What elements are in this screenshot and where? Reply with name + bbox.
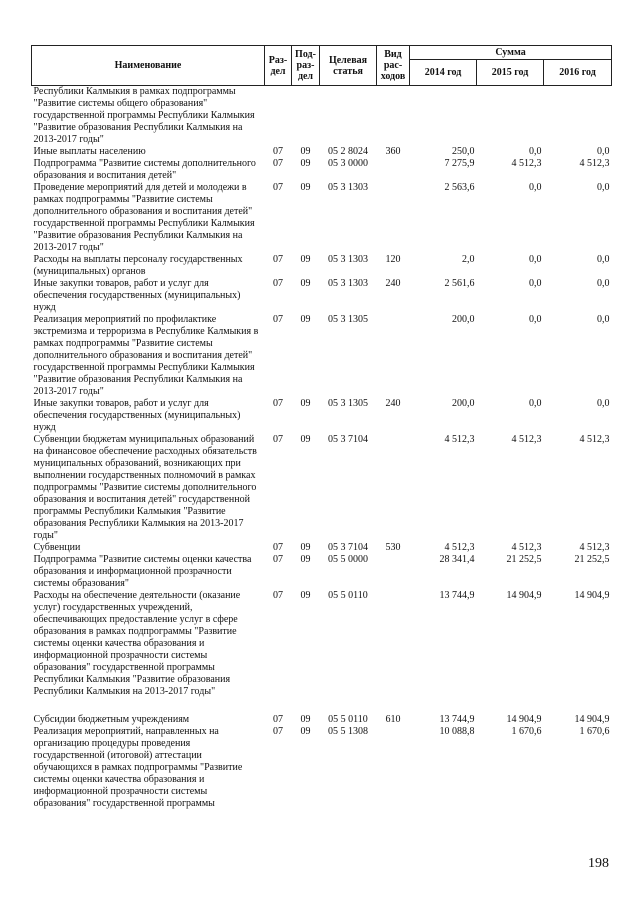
page-number: 198 — [588, 856, 609, 871]
row-razdel: 07 — [273, 714, 283, 725]
row-vid — [377, 590, 410, 698]
table-row — [32, 554, 612, 590]
row-razdel: 07 — [273, 542, 283, 553]
row-sum-2016: 14 904,9 — [574, 714, 610, 725]
row-name: Расходы на выплаты персоналу государственных (муниципальных) органов — [33, 254, 243, 277]
row-name: Республики Калмыкия в рамках подпрограммы "Развитие системы общего образования" государственной программы Республики Калмыкия "Развитие образования Республики Калмыкия на 2013-2017 годы" — [33, 86, 255, 145]
row-podrazdel: 09 — [300, 182, 311, 193]
row-razdel: 07 — [273, 146, 283, 157]
row-podrazdel: 09 — [300, 554, 311, 565]
table-row — [32, 158, 612, 182]
header-target: Целевая статья — [320, 46, 377, 86]
row-target — [320, 86, 377, 147]
row-sum-2015: 21 252,5 — [506, 554, 542, 565]
table-row — [32, 590, 612, 698]
row-razdel: 07 — [273, 278, 283, 289]
row-vid: 120 — [385, 254, 401, 265]
row-sum-2016: 4 512,3 — [579, 542, 610, 553]
row-sum-2016: 0,0 — [597, 278, 610, 289]
header-razdel: Раз- дел — [265, 46, 292, 86]
header-sum: Сумма — [410, 46, 612, 60]
row-name: Иные выплаты населению — [33, 146, 146, 157]
row-vid: 240 — [385, 398, 401, 409]
row-sum-2014: 28 341,4 — [439, 554, 475, 565]
row-sum-2014: 4 512,3 — [444, 542, 475, 553]
table-row — [32, 278, 612, 314]
row-razdel: 07 — [273, 434, 283, 445]
row-vid — [377, 554, 410, 590]
row-razdel: 07 — [273, 554, 283, 565]
budget-table — [31, 45, 612, 810]
row-target: 05 3 1305 — [328, 398, 368, 409]
table-row — [32, 146, 612, 158]
row-sum-2014: 2 563,6 — [444, 182, 475, 193]
table-row — [32, 434, 612, 542]
row-sum-2015: 4 512,3 — [511, 158, 542, 169]
row-sum-2015: 4 512,3 — [511, 434, 542, 445]
row-sum-2014: 7 275,9 — [444, 158, 475, 169]
row-sum-2014: 10 088,8 — [439, 726, 475, 737]
row-name: Подпрограмма "Развитие системы оценки качества образования и информационной прозрачности системы образования" — [33, 554, 252, 589]
row-name: Подпрограмма "Развитие системы дополнительного образования и воспитания детей" — [33, 158, 256, 181]
table-row — [32, 182, 612, 254]
row-razdel: 07 — [273, 590, 283, 601]
row-vid — [377, 434, 410, 542]
row-sum-2014: 13 744,9 — [439, 714, 475, 725]
row-sum-2015 — [477, 86, 544, 147]
row-vid: 240 — [385, 278, 401, 289]
row-podrazdel: 09 — [300, 542, 311, 553]
header-vid: Вид рас- ходов — [377, 46, 410, 86]
row-name: Субвенции — [33, 542, 81, 553]
row-sum-2015: 0,0 — [529, 314, 542, 325]
row-vid — [377, 726, 410, 810]
row-razdel: 07 — [273, 158, 283, 169]
table-row — [32, 314, 612, 398]
row-target: 05 3 1305 — [328, 314, 368, 325]
row-sum-2014: 200,0 — [452, 314, 475, 325]
row-name: Реализация мероприятий по профилактике экстремизма и терроризма в Республике Калмыкия в рамках подпрограммы "Развитие системы дополнительного образования и воспитания детей" государственной программы Республики Калмыкия "Развитие образования Республики Калмыкия на 2013-2017 годы" — [33, 314, 259, 397]
row-podrazdel: 09 — [300, 314, 311, 325]
row-target: 05 5 1308 — [328, 726, 368, 737]
row-sum-2015: 14 904,9 — [506, 714, 542, 725]
header-name: Наименование — [32, 46, 265, 86]
row-target: 05 3 7104 — [328, 434, 368, 445]
row-target: 05 3 1303 — [328, 182, 368, 193]
row-sum-2016 — [544, 86, 612, 147]
row-sum-2016: 14 904,9 — [574, 590, 610, 601]
row-podrazdel: 09 — [300, 590, 311, 601]
row-name: Проведение мероприятий для детей и молодежи в рамках подпрограммы "Развитие системы дополнительного образования и воспитания детей" государственной программы Республики Калмыкия "Развитие образования Республики Калмыкия на 2013-2017 годы" — [33, 182, 255, 253]
row-podrazdel: 09 — [300, 158, 311, 169]
table-row — [32, 86, 612, 147]
header-podrazdel: Под- раз- дел — [292, 46, 320, 86]
row-vid — [377, 182, 410, 254]
row-razdel: 07 — [273, 314, 283, 325]
row-podrazdel: 09 — [300, 434, 311, 445]
row-razdel: 07 — [273, 182, 283, 193]
row-target: 05 5 0110 — [328, 714, 368, 725]
row-name: Субвенции бюджетам муниципальных образований на финансовое обеспечение расходных обязательств муниципальных образований, возникающих при выполнении государственных полномочий в рамках подпрограммы "Развитие системы дополнительного образования и воспитания детей" государственной программы Республики Калмыкия "Развитие образования Республики Калмыкия на 2013-2017 годы" — [33, 434, 257, 541]
row-sum-2014: 13 744,9 — [439, 590, 475, 601]
row-sum-2015: 0,0 — [529, 182, 542, 193]
row-podrazdel: 09 — [300, 714, 311, 725]
table-row — [32, 714, 612, 726]
row-sum-2016: 4 512,3 — [579, 158, 610, 169]
row-target: 05 3 1303 — [328, 254, 368, 265]
row-name: Иные закупки товаров, работ и услуг для обеспечения государственных (муниципальных) нужд — [33, 398, 241, 433]
row-target: 05 5 0000 — [328, 554, 368, 565]
row-sum-2014: 4 512,3 — [444, 434, 475, 445]
table-body — [32, 86, 612, 811]
row-name: Реализация мероприятий, направленных на организацию процедуры проведения государственной (итоговой) аттестации обучающихся в рамках подпрограммы "Развитие системы оценки качества образования и информационной прозрачности системы образования" государственной программы — [33, 726, 243, 809]
row-sum-2016: 4 512,3 — [579, 434, 610, 445]
row-razdel: 07 — [273, 726, 283, 737]
row-sum-2014: 2,0 — [462, 254, 475, 265]
row-sum-2015: 0,0 — [529, 398, 542, 409]
row-sum-2016: 0,0 — [597, 182, 610, 193]
header-year-2014: 2014 год — [410, 60, 477, 86]
row-sum-2015: 0,0 — [529, 278, 542, 289]
row-razdel — [265, 86, 292, 147]
row-razdel: 07 — [273, 398, 283, 409]
row-sum-2014 — [410, 86, 477, 147]
row-target: 05 2 8024 — [328, 146, 368, 157]
row-razdel: 07 — [273, 254, 283, 265]
row-sum-2014: 200,0 — [452, 398, 475, 409]
row-sum-2016: 0,0 — [597, 254, 610, 265]
row-sum-2016: 21 252,5 — [574, 554, 610, 565]
row-sum-2015: 0,0 — [529, 254, 542, 265]
spacer-row — [32, 698, 612, 714]
row-sum-2015: 4 512,3 — [511, 542, 542, 553]
row-target: 05 5 0110 — [328, 590, 368, 601]
row-vid — [377, 314, 410, 398]
row-name: Иные закупки товаров, работ и услуг для обеспечения государственных (муниципальных) нужд — [33, 278, 241, 313]
table-row — [32, 254, 612, 278]
row-sum-2015: 14 904,9 — [506, 590, 542, 601]
row-podrazdel — [292, 86, 320, 147]
row-sum-2016: 0,0 — [597, 314, 610, 325]
row-vid: 610 — [385, 714, 401, 725]
table-row — [32, 398, 612, 434]
table-header — [32, 46, 612, 86]
row-name: Субсидии бюджетным учреждениям — [33, 714, 190, 725]
row-vid: 360 — [385, 146, 401, 157]
row-podrazdel: 09 — [300, 146, 311, 157]
row-sum-2016: 0,0 — [597, 398, 610, 409]
row-name: Расходы на обеспечение деятельности (оказание услуг) государственных учреждений, обеспечивающих предоставление услуг в сфере образования в рамках подпрограммы "Развитие системы оценки качества образования и информационной прозрачности системы образования" государственной программы Республики Калмыкия "Развитие образования Республики Калмыкия на 2013-2017 годы" — [33, 590, 241, 697]
row-target: 05 3 1303 — [328, 278, 368, 289]
row-target: 05 3 7104 — [328, 542, 368, 553]
row-podrazdel: 09 — [300, 254, 311, 265]
header-year-2015: 2015 год — [477, 60, 544, 86]
row-sum-2016: 1 670,6 — [579, 726, 610, 737]
row-sum-2014: 250,0 — [452, 146, 475, 157]
table-row — [32, 726, 612, 810]
row-vid — [377, 86, 410, 147]
row-podrazdel: 09 — [300, 726, 311, 737]
row-vid: 530 — [385, 542, 401, 553]
row-sum-2015: 0,0 — [529, 146, 542, 157]
row-sum-2016: 0,0 — [597, 146, 610, 157]
row-podrazdel: 09 — [300, 278, 311, 289]
header-year-2016: 2016 год — [544, 60, 612, 86]
row-sum-2015: 1 670,6 — [511, 726, 542, 737]
row-vid — [377, 158, 410, 182]
table-row — [32, 542, 612, 554]
row-sum-2014: 2 561,6 — [444, 278, 475, 289]
row-target: 05 3 0000 — [328, 158, 368, 169]
row-podrazdel: 09 — [300, 398, 311, 409]
